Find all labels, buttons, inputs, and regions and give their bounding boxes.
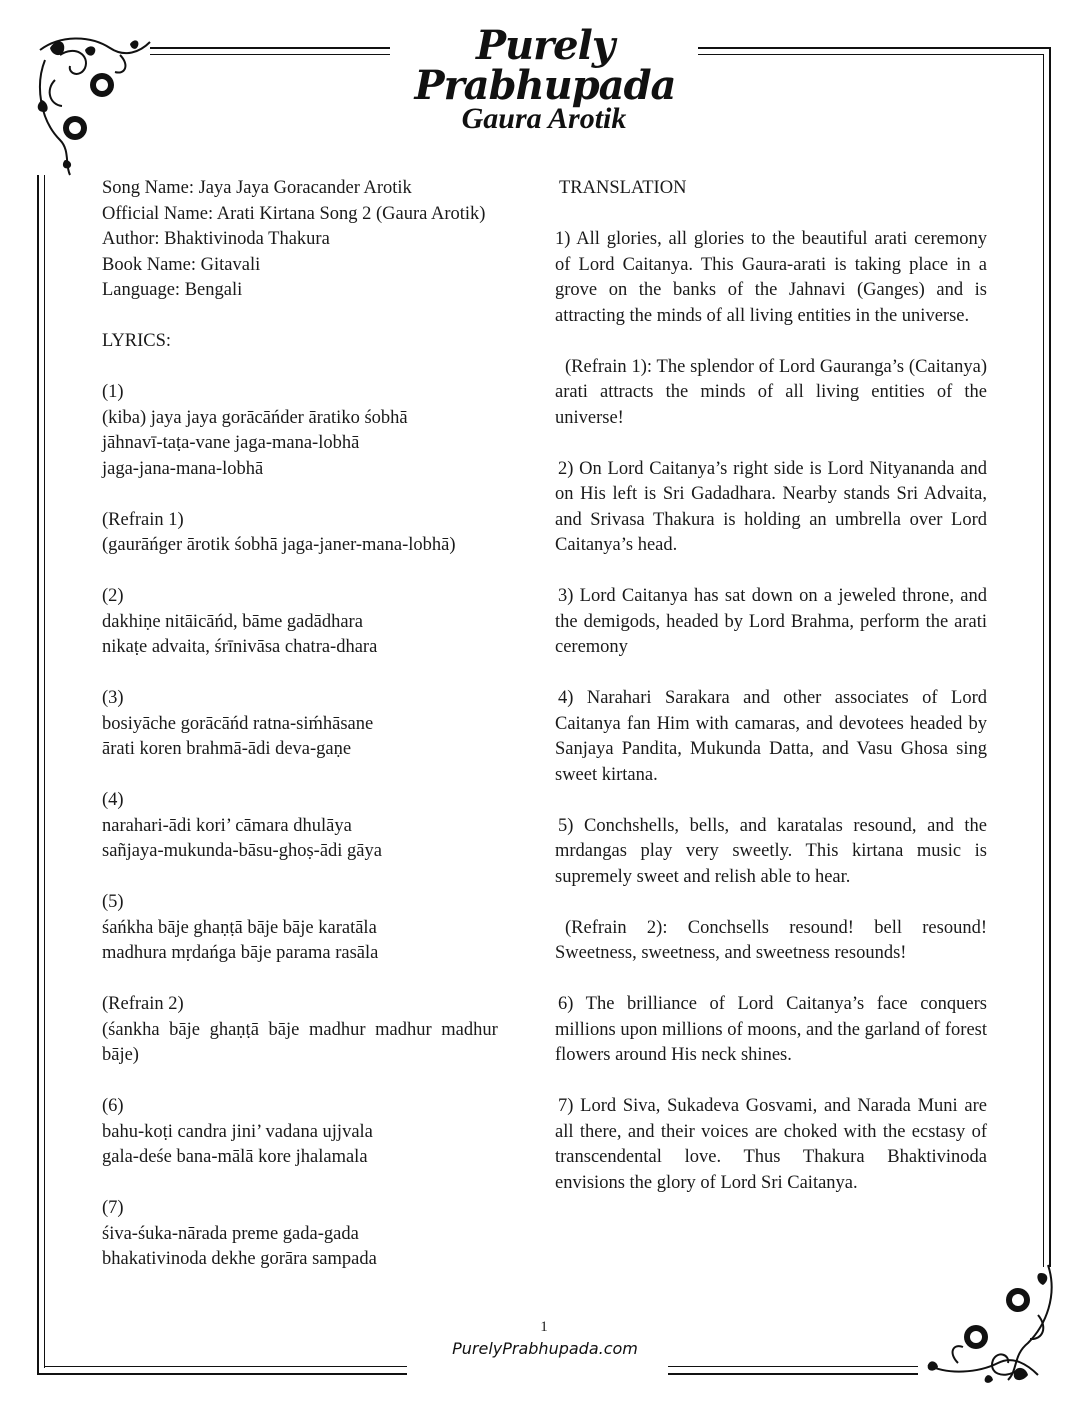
frame-bottom-right-outer	[668, 1373, 918, 1375]
language: Language: Bengali	[102, 280, 243, 300]
frame-bottom-left-outer	[37, 1373, 407, 1375]
verse-line: gala-deśe bana-mālā kore jhalamala	[102, 1147, 368, 1167]
frame-right-outer	[1049, 47, 1051, 1267]
verse-line: jāhnavī-taṭa-vane jaga-mana-lobhā	[102, 433, 360, 453]
verse-line: śiva-śuka-nārada preme gada-gada	[102, 1223, 359, 1244]
translation-paragraph: 2) On Lord Caitanya’s right side is Lord Nityananda and on His left is Sri Gadadhara. Nearby stands Sri Advaita, and Srivasa Thakura is holding an umbrella over Lord Caitanya’s head.	[555, 458, 987, 555]
floral-corner-ornament-icon	[918, 1255, 1058, 1390]
verse-line: (śankha bāje ghaṇṭā bāje madhur madhur madhur	[102, 1019, 498, 1040]
frame-bottom-right-inner	[668, 1366, 918, 1367]
brand-logo: Purely Prabhupada	[414, 22, 676, 109]
page-title: Gaura Arotik	[461, 102, 627, 135]
author: Author: Bhaktivinoda Thakura	[102, 229, 330, 249]
frame-top-right-outer	[698, 47, 1051, 49]
verse-number: (4)	[102, 790, 124, 810]
verse-line: ārati koren brahmā-ādi deva-gaṇe	[102, 739, 352, 759]
lyrics-column	[102, 176, 537, 1273]
verse-line: bahu-koṭi candra jini’ vadana ujjvala	[102, 1121, 373, 1142]
verse-number: (5)	[102, 892, 124, 912]
frame-top-left-outer	[150, 47, 390, 49]
verse-number: (Refrain 2)	[102, 994, 184, 1014]
song-name: Song Name: Jaya Jaya Goracander Arotik	[102, 178, 412, 198]
verse-line: jaga-jana-mana-lobhā	[102, 458, 264, 479]
frame-top-left-inner	[150, 54, 390, 55]
verse-number: (7)	[102, 1198, 124, 1218]
frame-bottom-left-inner	[44, 1366, 407, 1367]
verse-line: madhura mṛdańga bāje parama rasāla	[102, 943, 379, 963]
verse-line: (gaurāńger ārotik śobhā jaga-janer-mana-lobhā)	[102, 535, 456, 555]
verse-line: bhakativinoda dekhe gorāra sampada	[102, 1249, 377, 1269]
verse-line: bosiyāche gorācāńd ratna-siḿhāsane	[102, 713, 374, 734]
lyrics-heading: LYRICS:	[102, 331, 172, 351]
verse-line: dakhiṇe nitāicāńd, bāme gadādhara	[102, 611, 363, 632]
verse-line: nikaṭe advaita, śrīnivāsa chatra-dhara	[102, 637, 378, 657]
verse-number: (6)	[102, 1096, 124, 1116]
frame-left-inner	[44, 175, 45, 1368]
verse-number: (2)	[102, 586, 124, 606]
translation-paragraph: (Refrain 2): Conchsells resound! bell resound! Sweetness, sweetness, and sweetness resounds!	[555, 917, 987, 963]
verse-line: bāje)	[102, 1045, 139, 1065]
page-number: 1	[540, 1319, 548, 1335]
verse-line: śańkha bāje ghaṇṭā bāje bāje karatāla	[102, 917, 377, 938]
frame-right-inner	[1043, 54, 1044, 1267]
book-name: Book Name: Gitavali	[102, 254, 261, 275]
translation-paragraph: 6) The brilliance of Lord Caitanya’s face conquers millions upon millions of moons, and the garland of forest flowers around His neck shines.	[555, 994, 987, 1065]
translation-paragraph: 4) Narahari Sarakara and other associates of Lord Caitanya fan Him with camaras, and devotees headed by Sanjaya Pandita, Mukunda Datta, and Vasu Ghosa sing sweet kirtana.	[555, 688, 987, 785]
official-name: Official Name: Arati Kirtana Song 2 (Gaura Arotik)	[102, 203, 486, 224]
translation-paragraph: 1) All glories, all glories to the beautiful arati ceremony of Lord Caitanya. This Gaura-arati is taking place in a grove on the banks of the Jahnavi (Ganges) and is attracting the minds of all living entities in the universe.	[555, 229, 987, 326]
translation-paragraph: (Refrain 1): The splendor of Lord Gauranga’s (Caitanya) arati attracts the minds of all living entities of the universe!	[555, 356, 987, 428]
frame-left-outer	[37, 175, 39, 1375]
translation-heading: TRANSLATION	[559, 178, 687, 198]
verse-number: (3)	[102, 688, 124, 708]
verse-line: narahari-ādi kori’ cāmara dhulāya	[102, 815, 352, 836]
verse-number: (Refrain 1)	[102, 509, 184, 530]
frame-top-right-inner	[698, 54, 1044, 55]
verse-line: sañjaya-mukunda-bāsu-ghoṣ-ādi gāya	[102, 841, 382, 861]
translation-paragraph: 7) Lord Siva, Sukadeva Gosvami, and Narada Muni are all there, and their voices are choked with the ecstasy of transcendental love. Thus Thakura Bhaktivinoda envisions the glory of Lord Sri Caitanya.	[555, 1096, 987, 1193]
footer-url: PurelyPrabhupada.com	[452, 1339, 638, 1358]
verse-number: (1)	[102, 382, 124, 402]
translation-paragraph: 3) Lord Caitanya has sat down on a jeweled throne, and the demigods, headed by Lord Brahma, perform the arati ceremony	[555, 586, 987, 657]
translation-column	[555, 176, 987, 1196]
translation-paragraph: 5) Conchshells, bells, and karatalas resound, and the mrdangas play very sweetly. This kirtana music is supremely sweet and relish able to hear.	[555, 815, 987, 887]
verse-line: (kiba) jaya jaya gorācāńder āratiko śobhā	[102, 407, 408, 428]
